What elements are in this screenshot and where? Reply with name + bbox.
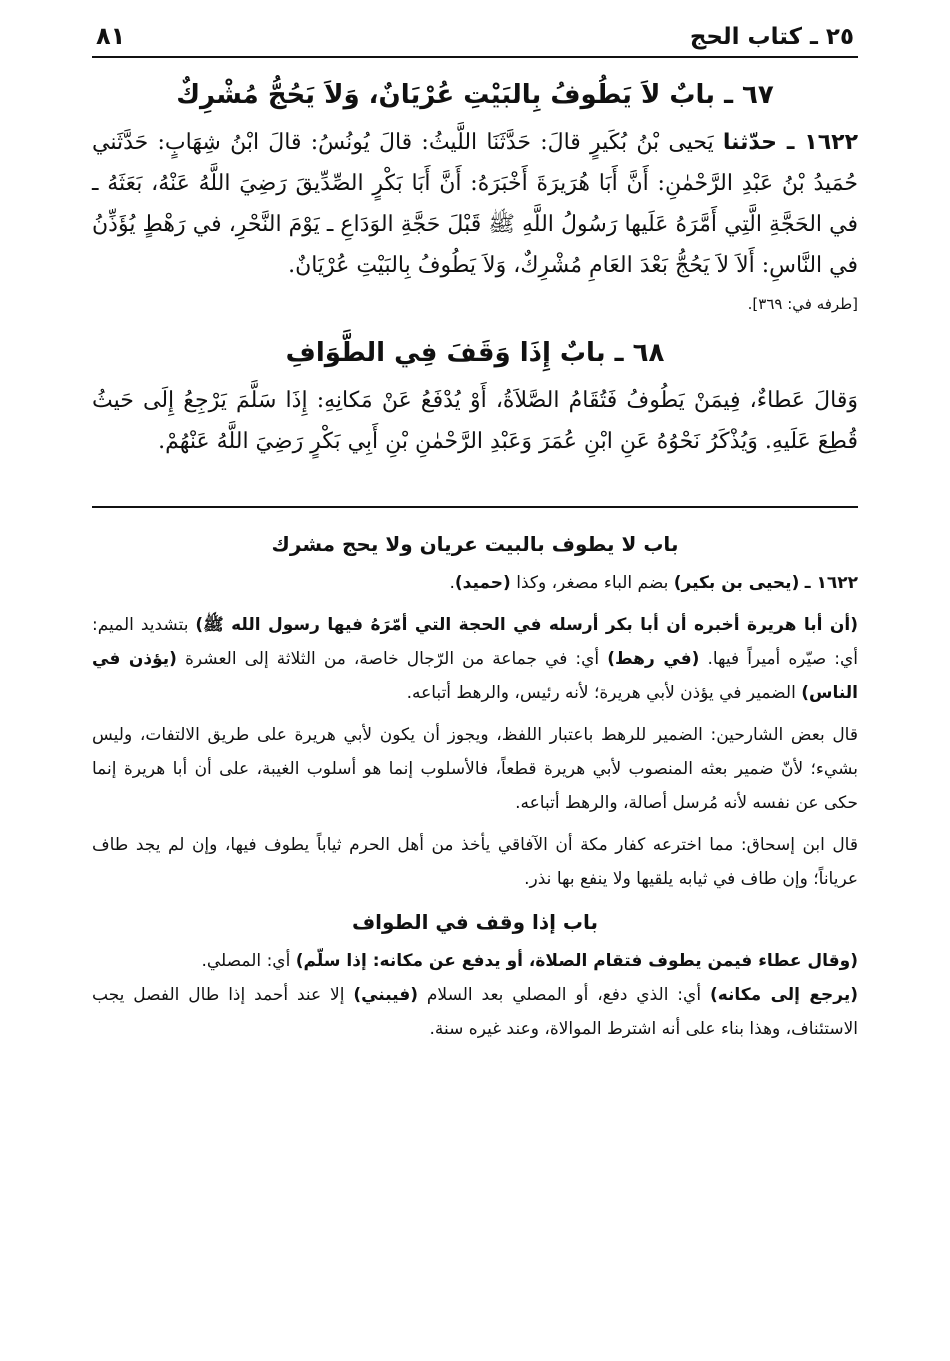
- running-header: [92, 22, 858, 58]
- bab-67-heading: ٦٧ ـ بابٌ لاَ يَطُوفُ بِالبَيْتِ عُرْيَانٌ، وَلاَ يَحُجُّ مُشْرِكٌ: [176, 80, 774, 110]
- sharh-quote: (وقال عطاء فيمن يطوف فتقام الصلاة، أو يدفع عن مكانه: إذا سلّم): [295, 951, 858, 971]
- sharh-quote: (أن أبا هريرة أخبره أن أبا بكر أرسله في الحجة التي أمّرَهُ فيها رسول الله ﷺ): [195, 615, 858, 635]
- page-number: ٨١: [96, 22, 126, 50]
- bab-68-text: وَقالَ عَطاءٌ، فِيمَنْ يَطُوفُ فَتُقَامُ الصَّلاَةُ، أَوْ يُدْفَعُ عَنْ مَكانِهِ: إِذَا سَلَّمَ يَرْجِعُ إِلَى حَيثُ قُطِعَ عَلَيهِ. وَيُذْكَرُ نَحْوُهُ عَنِ ابْنِ عُمَرَ وَعَبْدِ الرَّحْمٰنِ بْنِ أَبِي بَكْرٍ رَضِيَ اللَّهُ عَنْهُمْ.: [92, 388, 858, 454]
- sharh-text: الضمير في يؤذن لأبي هريرة؛ لأنه رئيس، والرهط أتباعه.: [406, 683, 802, 703]
- sharh-quote: (يحيى بن بكير): [673, 573, 800, 593]
- sharh-text: أي: المصلي.: [201, 951, 296, 971]
- sharh-paragraph-5: [92, 944, 858, 1046]
- sharh-text: إلا عند أحمد إذا طال الفصل يجب الاستئناف، وهذا بناء على أنه اشترط الموالاة، وعند غيره سنة.: [92, 985, 858, 1039]
- commentary-divider: [92, 506, 858, 508]
- sharh-text: أي: الذي دفع، أو المصلي بعد السلام: [418, 985, 710, 1005]
- sharh-text: أي: في جماعة من الرّجال خاصة، من الثلاثة إلى العشرة: [176, 649, 608, 669]
- sharh-quote: (يرجع إلى مكانه): [709, 985, 858, 1005]
- sharh-paragraph-1: [92, 566, 858, 600]
- sharh-hadith-number: ١٦٢٢ ـ: [804, 573, 858, 593]
- hadith-1622: [92, 122, 858, 286]
- chapter-title: ٢٥ ـ كتاب الحج: [689, 24, 854, 50]
- sharh-quote: (يؤذن في الناس): [92, 649, 858, 703]
- sharh-quote: (فيبني): [353, 985, 419, 1005]
- sharh-heading-bab-68: باب إذا وقف في الطواف: [351, 910, 599, 934]
- sharh-quote: (في رهط): [607, 649, 700, 669]
- sharh-text: بضم الباء مصغر، وكذا: [510, 573, 674, 593]
- sharh-paragraph-2: [92, 608, 858, 710]
- hadith-number: ١٦٢٢ ـ حدّثنا: [722, 130, 858, 155]
- hadith-text: يَحيى بْنُ بُكَيرٍ قالَ: حَدَّثَنَا اللَّيثُ: قالَ يُونُسُ: قالَ ابْنُ شِهَابٍ: حَدَّثَني حُمَيدُ بْنُ عَبْدِ الرَّحْمٰنِ: أَنَّ أَبَا هُرَيرَةَ أَخْبَرَهُ: أَنَّ أَبَا بَكْرٍ الصِّدِّيقَ رَضِيَ اللَّهُ عَنْهُ، بَعَثَهُ ـ في الحَجَّةِ الَّتِي أَمَّرَهُ عَلَيها رَسُولُ اللَّهِ ﷺ قَبْلَ حَجَّةِ الوَدَاعِ ـ يَوْمَ النَّحْرِ، في رَهْطٍ يُؤَذِّنُ في النَّاسِ: أَلاَ لاَ يَحُجُّ بَعْدَ العَامِ مُشْرِكٌ، وَلاَ يَطُوفُ بِالبَيْتِ عُرْيَانٌ.: [92, 130, 858, 278]
- sharh-quote: (حميد): [454, 573, 511, 593]
- sharh-paragraph-4: قال ابن إسحاق: مما اخترعه كفار مكة أن الآفاقي يأخذ من أهل الحرم ثياباً يطوف فيها، وإن لم يجد طاف عرياناً؛ وإن طاف في ثيابه يلقيها ولا ينفع بها نذر.: [92, 835, 858, 889]
- bab-68-heading: ٦٨ ـ بابٌ إِذَا وَقَفَ فِي الطَّوَافِ: [285, 338, 665, 368]
- sharh-text: بتشديد الميم: أي: صيّره أميراً فيها.: [92, 615, 858, 669]
- tarafuh-reference: [طرفه في: ٣٦٩].: [747, 295, 858, 313]
- sharh-paragraph-3: قال بعض الشارحين: الضمير للرهط باعتبار اللفظ، ويجوز أن يكون لأبي هريرة على طريق الالتفات، وليس بشيء؛ لأنّ ضمير بعثه المنصوب لأبي هريرة قطعاً، فالأسلوب إنما هو أسلوب الغيبة، على أن أبا هريرة إنما حكى عن نفسه لأنه مُرسل أصالة، والرهط أتباعه.: [92, 725, 858, 813]
- sharh-heading-bab-67: باب لا يطوف بالبيت عريان ولا يحج مشرك: [271, 532, 679, 556]
- sharh-text: .: [449, 573, 455, 593]
